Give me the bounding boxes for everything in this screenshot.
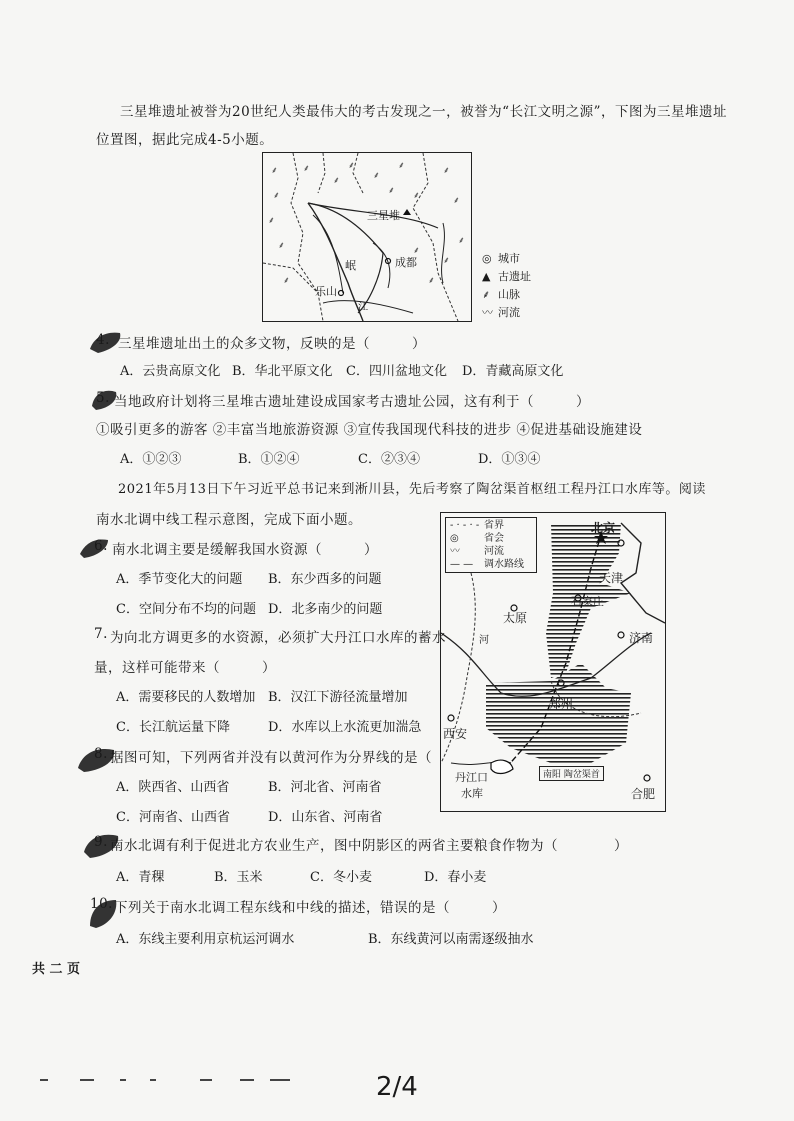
q4-number: 4.	[96, 332, 110, 348]
ruins-icon: ▲	[482, 270, 491, 283]
water-diversion-map	[440, 512, 666, 812]
q5-option-d[interactable]: D．①③④	[478, 452, 541, 467]
q5-stem: 当地政府计划将三星堆古遗址建设成国家考古遗址公园，这有利于（ ）	[114, 394, 590, 410]
svg-text:⸙: ⸙	[458, 236, 465, 246]
q8-stem: 据图可知，下列两省并没有以黄河作为分界线的是（	[110, 750, 432, 766]
legend-capital: ◎ 省会	[450, 533, 504, 544]
q9-stem: 南水北调有利于促进北方农业生产，图中阴影区的两省主要粮食作物为（ ）	[110, 838, 628, 854]
svg-text:⸙: ⸙	[333, 176, 340, 186]
map1-label-leshan: 乐山	[315, 285, 337, 298]
map1-label-chengdu: 成都	[395, 256, 417, 269]
map1-label-sanxingdui: 三星堆	[367, 209, 400, 222]
intro-line-2: 位置图，据此完成4-5小题。	[96, 132, 274, 148]
map2-legend	[445, 517, 537, 573]
q5-option-a[interactable]: A．①②③	[120, 452, 182, 467]
q6-option-c[interactable]: C．空间分布不均的问题	[116, 602, 256, 617]
city-shijiazhuang: 石家庄	[571, 595, 604, 608]
intro-line-1: 三星堆遗址被誉为20世纪人类最伟大的考古发现之一，被誉为“长江文明之源”，下图为三星堆遗址	[120, 104, 727, 120]
q8-number: 8.	[94, 746, 108, 762]
q7-stem-line-2: 量，这样可能带来（ ）	[94, 660, 276, 676]
svg-text:⸙: ⸙	[443, 256, 450, 266]
city-icon: ◎	[482, 252, 492, 265]
capital-icon: ◎	[450, 533, 459, 544]
river-icon: 〰	[450, 546, 460, 557]
q6-number: 6.	[94, 538, 108, 554]
svg-text:⸙: ⸙	[278, 241, 285, 251]
svg-text:⸙: ⸙	[388, 186, 395, 196]
q7-option-b[interactable]: B．汉江下游径流量增加	[268, 690, 408, 705]
map1-label-min: 岷	[345, 259, 356, 272]
q10-option-b[interactable]: B．东线黄河以南需逐级抽水	[368, 932, 534, 947]
svg-text:⸙: ⸙	[428, 276, 435, 286]
q4-stem: 三星堆遗址出土的众多文物，反映的是（ ）	[118, 336, 426, 352]
q6-option-b[interactable]: B．东少西多的问题	[268, 572, 382, 587]
city-hefei: 合肥	[631, 787, 656, 801]
q7-option-c[interactable]: C．长江航运量下降	[116, 720, 230, 735]
city-tianjin: 天津	[599, 571, 624, 585]
q8-option-a[interactable]: A．陕西省、山西省	[116, 780, 230, 795]
q10-option-a[interactable]: A．东线主要利用京杭运河调水	[116, 932, 295, 947]
q5-option-b[interactable]: B．①②④	[238, 452, 300, 467]
border-icon: - · - · -	[450, 520, 480, 531]
map1-label-jiang: 江	[358, 302, 368, 313]
q9-option-a[interactable]: A．青稞	[116, 870, 165, 885]
mountain-icon: ⸙	[482, 288, 491, 301]
q7-option-a[interactable]: A．需要移民的人数增加	[116, 690, 256, 705]
legend-route: — — 调水路线	[450, 559, 524, 570]
legend-mountain: ⸙ 山脉	[482, 286, 531, 304]
q6-stem: 南水北调主要是缓解我国水资源（ ）	[112, 542, 378, 558]
city-jinan: 济南	[629, 631, 654, 645]
q10-number: 10.	[90, 896, 113, 912]
q8-option-b[interactable]: B．河北省、河南省	[268, 780, 382, 795]
legend-river2: 〰 河流	[450, 546, 504, 557]
svg-text:⸙: ⸙	[271, 166, 278, 176]
city-taiyuan: 太原	[503, 611, 528, 625]
q9-option-d[interactable]: D．春小麦	[424, 870, 487, 885]
map1-legend	[482, 250, 531, 322]
svg-text:⸙: ⸙	[413, 246, 420, 256]
svg-text:⸙: ⸙	[443, 166, 450, 176]
svg-text:⸙: ⸙	[303, 164, 310, 174]
svg-text:⸙: ⸙	[413, 191, 420, 201]
intro2-line-2: 南水北调中线工程示意图，完成下面小题。	[96, 512, 362, 528]
city-shuiku: 水库	[461, 787, 483, 800]
q7-option-d[interactable]: D．水库以上水流更加湍急	[268, 720, 422, 735]
svg-text:⸙: ⸙	[283, 276, 290, 286]
q6-option-d[interactable]: D．北多南少的问题	[268, 602, 383, 617]
legend-river: 〰 河流	[482, 304, 531, 322]
legend-ruins: ▲ 古遗址	[482, 268, 531, 286]
scan-artifact-dashes	[40, 1068, 300, 1074]
svg-text:⸙: ⸙	[453, 196, 460, 206]
sanxingdui-map	[262, 152, 472, 322]
svg-text:⸙: ⸙	[273, 191, 280, 201]
q7-stem-line-1: 为向北方调更多的水资源，必须扩大丹江口水库的蓄水	[110, 630, 446, 646]
q7-number: 7.	[94, 626, 108, 642]
city-beijing: 北京	[591, 521, 616, 535]
q9-number: 9.	[94, 834, 108, 850]
q4-option-a[interactable]: A．云贵高原文化	[120, 364, 221, 379]
q4-option-c[interactable]: C．四川盆地文化	[346, 364, 447, 379]
legend-city: ◎ 城市	[482, 250, 531, 268]
q5-number: 5.	[96, 390, 110, 406]
canal-head-label: 南阳 陶岔渠首	[539, 766, 604, 781]
river-icon: 〰	[482, 306, 493, 319]
river-he-label: 河	[479, 635, 489, 646]
q9-option-b[interactable]: B．玉米	[214, 870, 263, 885]
q4-option-b[interactable]: B．华北平原文化	[232, 364, 333, 379]
q5-statements: ①吸引更多的游客 ②丰富当地旅游资源 ③宣传我国现代科技的进步 ④促进基础设施建设	[96, 422, 643, 438]
q8-option-d[interactable]: D．山东省、河南省	[268, 810, 383, 825]
footer-total-pages: 共 二 页	[32, 962, 81, 977]
city-xian: 西安	[443, 727, 468, 741]
sanxingdui-map-drawing	[263, 153, 471, 321]
city-danjiangkou: 丹江口	[455, 771, 488, 784]
q10-stem: 下列关于南水北调工程东线和中线的描述，错误的是（ ）	[114, 900, 506, 916]
legend-border: - · - · - 省界	[450, 520, 504, 531]
intro2-line-1: 2021年5月13日下午习近平总书记来到淅川县，先后考察了陶岔渠首枢纽工程丹江口水库等。阅读	[118, 482, 706, 497]
route-icon: — —	[450, 559, 474, 570]
svg-text:⸙: ⸙	[373, 171, 380, 181]
q8-option-c[interactable]: C．河南省、山西省	[116, 810, 230, 825]
q6-option-a[interactable]: A．季节变化大的问题	[116, 572, 243, 587]
svg-text:⸙: ⸙	[268, 216, 275, 226]
svg-text:⸙: ⸙	[398, 161, 405, 171]
q4-option-d[interactable]: D．青藏高原文化	[462, 364, 564, 379]
q5-option-c[interactable]: C．②③④	[358, 452, 420, 467]
svg-text:⸙: ⸙	[348, 161, 355, 171]
q9-option-c[interactable]: C．冬小麦	[310, 870, 372, 885]
city-zhengzhou: 郑州	[549, 697, 574, 711]
page-number: 2/4	[376, 1072, 418, 1102]
